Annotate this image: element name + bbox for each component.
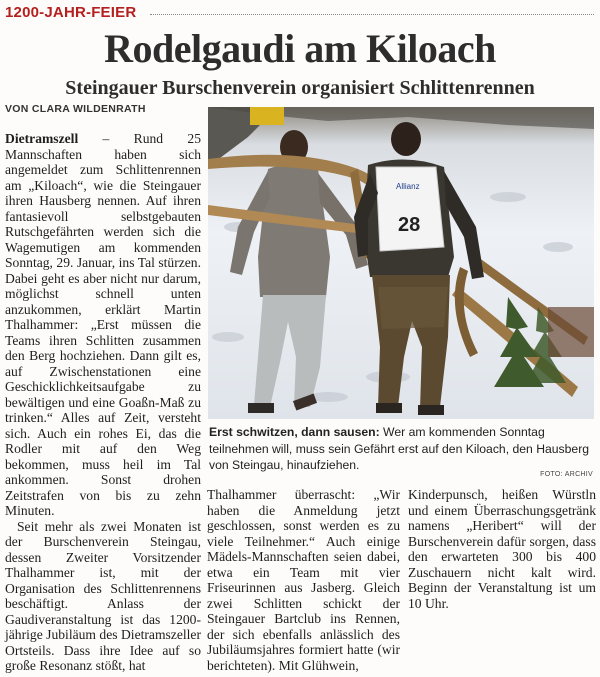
paragraph-2-part-2 xyxy=(207,487,400,673)
dateline: Dietramszell xyxy=(5,131,79,146)
photo-credit: FOTO: ARCHIV xyxy=(540,471,593,478)
article-photo xyxy=(208,107,594,419)
photo-caption xyxy=(209,424,595,474)
bib-sponsor: Allianz xyxy=(396,182,420,191)
article-column-3 xyxy=(408,487,596,677)
article-subheadline: Steingauer Burschenverein organisiert Schlittenrennen xyxy=(65,77,535,99)
article-byline: VON CLARA WILDENRATH xyxy=(5,103,146,115)
caption-bold: Erst schwitzen, dann sausen: xyxy=(209,425,380,439)
kicker-divider xyxy=(150,14,594,15)
lead-text: – Rund 25 Mannschaften haben sich angemeldet zum Schlittenrennen am „Kiloach“, wie die Steingauer ihren Hausberg nennen. Auf ihren fantasievoll selbstgebauten Rutschgefährten werden sich die Wagemutigen am kommenden Sonntag, 29. Januar, ins Tal stürzen. Dabei geht es aber nicht nur darum, möglichst schnell unten anzukommen, erklärt Martin Thalhammer: „Erst müssen die Teams ihren Schlitten zusammen den Berg hochziehen. Dann gilt es, auf Zwischenstationen eine Geschicklichkeitsaufgabe zu bewältigen und eine Goaßn-Maß zu trinken.“ Alles auf Zeit, versteht sich. Auch ein rohes Ei, das die Rodler mit auf den Weg bekommen, muss heil im Tal ankommen. Sonst drohen Zeitstrafen von bis zu zehn Minuten. xyxy=(5,131,201,518)
section-kicker: 1200-JAHR-FEIER xyxy=(5,4,137,21)
article-column-2 xyxy=(207,487,400,677)
paragraph-2-part-3 xyxy=(408,487,596,611)
paragraph-2-text-c: Kinderpunsch, heißen Würstln und einem Überraschungsgetränk namens „Heribert“ will der Burschenverein dafür sorgen, dass den erwarteten 300 bis 400 Zuschauern nicht kalt wird. Beginn der Veranstaltung ist um 10 Uhr. xyxy=(408,487,596,611)
caption-text: Wer am kommenden Sonntag teilnehmen will, muss sein Gefährt erst auf den Kiloach, den Hausberg von Steingau, hinaufziehen. xyxy=(209,425,590,472)
photo-sled-pullers xyxy=(208,107,594,419)
paragraph-2-part-1 xyxy=(5,519,201,674)
lead-paragraph xyxy=(5,131,201,519)
bib-number: 28 xyxy=(398,214,421,236)
paragraph-2-text-a: Seit mehr als zwei Monaten ist der Burschenverein Steingau, dessen Zweiter Vorsitzender Thalhammer ist, mit der Organisation des Schlittenrennens beschäftigt. Anlass der Gaudiveranstaltung ist das 1200-jährige Jubiläum des Dietramszeller Ortsteils. Dass ihre Idee auf so große Resonanz stößt, hat xyxy=(5,518,201,673)
paragraph-2-text-b: Thalhammer überrascht: „Wir haben die Anmeldung jetzt geschlossen, sonst werden es zu viele Teilnehmer.“ Auch einige Mädels-Mannschaften seien dabei, etwa ein Team mit vier Friseurinnen aus Jasberg. Gleich zwei Schlitten schickt der Steingauer Bartclub ins Rennen, der sich ebenfalls anlässlich des Jubiläumsjahres formiert hatte (wir berichteten). Mit Glühwein, xyxy=(207,487,400,673)
article-headline: Rodelgaudi am Kiloach xyxy=(104,26,496,71)
article-column-1 xyxy=(5,131,201,677)
